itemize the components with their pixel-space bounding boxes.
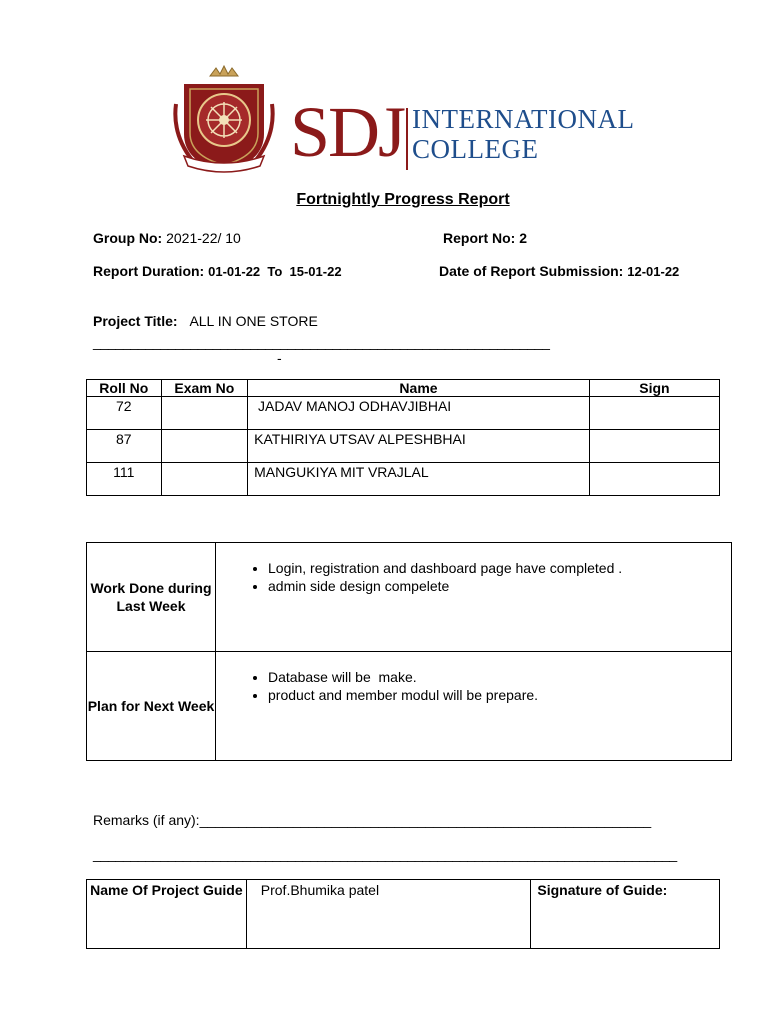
work-done-label: Work Done during Last Week (87, 543, 216, 652)
list-item: • Database will be make. (268, 668, 731, 686)
guide-table (86, 879, 720, 949)
plan-list (216, 668, 731, 704)
submission-date-label: Date of Report Submission: (439, 263, 624, 279)
roll-no-cell: 87 (87, 430, 162, 463)
project-title-label: Project Title: (93, 313, 178, 329)
college-emblem-icon (170, 64, 278, 176)
report-duration-label: Report Duration: (93, 263, 205, 279)
guide-name-value: Prof.Bhumika patel (246, 880, 531, 949)
list-item: • admin side design compelete (268, 577, 731, 595)
name-cell: JADAV MANOJ ODHAVJIBHAI (248, 397, 590, 430)
project-title-dash: - (277, 350, 282, 366)
report-no-label: Report No: (443, 230, 516, 246)
list-item: • Login, registration and dashboard page have completed . (268, 559, 731, 577)
list-item: • product and member modul will be prepare. (268, 686, 731, 704)
project-title-value: ALL IN ONE STORE (189, 313, 318, 329)
remarks-line: Remarks (if any):__________________________________________________________ (93, 812, 652, 828)
table-row (87, 430, 720, 463)
group-no-field (93, 230, 241, 246)
guide-name-label: Name Of Project Guide (87, 880, 247, 949)
group-no-label: Group No: (93, 230, 163, 246)
sign-cell (589, 463, 719, 496)
guide-row (87, 880, 720, 949)
exam-no-cell (161, 463, 248, 496)
roll-no-cell: 72 (87, 397, 162, 430)
name-cell: KATHIRIYA UTSAV ALPESHBHAI (248, 430, 590, 463)
progress-table (86, 542, 732, 761)
project-title-field (93, 313, 318, 329)
plan-content (216, 652, 732, 761)
logo-international-text: INTERNATIONAL (412, 104, 635, 134)
sign-cell (589, 397, 719, 430)
table-row (87, 397, 720, 430)
remarks-line-2: ______________________________________________________________________________ (93, 846, 677, 862)
report-no-value: 2 (519, 230, 528, 246)
logo-sdj-text: SDJ (290, 92, 405, 172)
exam-no-cell (161, 397, 248, 430)
students-table (86, 379, 720, 496)
group-no-value: 2021-22/ 10 (166, 230, 241, 246)
header-sign: Sign (589, 380, 719, 397)
header-name: Name (248, 380, 590, 397)
work-done-content (216, 543, 732, 652)
header-roll-no: Roll No (87, 380, 162, 397)
report-no-field (443, 230, 527, 246)
work-done-list (216, 559, 731, 595)
sign-cell (589, 430, 719, 463)
plan-label: Plan for Next Week (87, 652, 216, 761)
exam-no-cell (161, 430, 248, 463)
logo-college-text: COLLEGE (412, 134, 539, 164)
submission-date-value: 12-01-22 (627, 264, 680, 279)
table-header-row (87, 380, 720, 397)
plan-row (87, 652, 732, 761)
work-done-row (87, 543, 732, 652)
logo-divider (406, 108, 408, 170)
report-duration-value: 01-01-22 To 15-01-22 (208, 264, 342, 279)
header-exam-no: Exam No (161, 380, 248, 397)
project-title-underline: _____________________________________________________________ (93, 334, 550, 350)
report-duration-field (93, 263, 342, 279)
report-title: Fortnightly Progress Report (296, 191, 510, 208)
name-cell: MANGUKIYA MIT VRAJLAL (248, 463, 590, 496)
roll-no-cell: 111 (87, 463, 162, 496)
submission-date-field (439, 263, 679, 279)
guide-signature-label: Signature of Guide: (531, 880, 720, 949)
table-row (87, 463, 720, 496)
